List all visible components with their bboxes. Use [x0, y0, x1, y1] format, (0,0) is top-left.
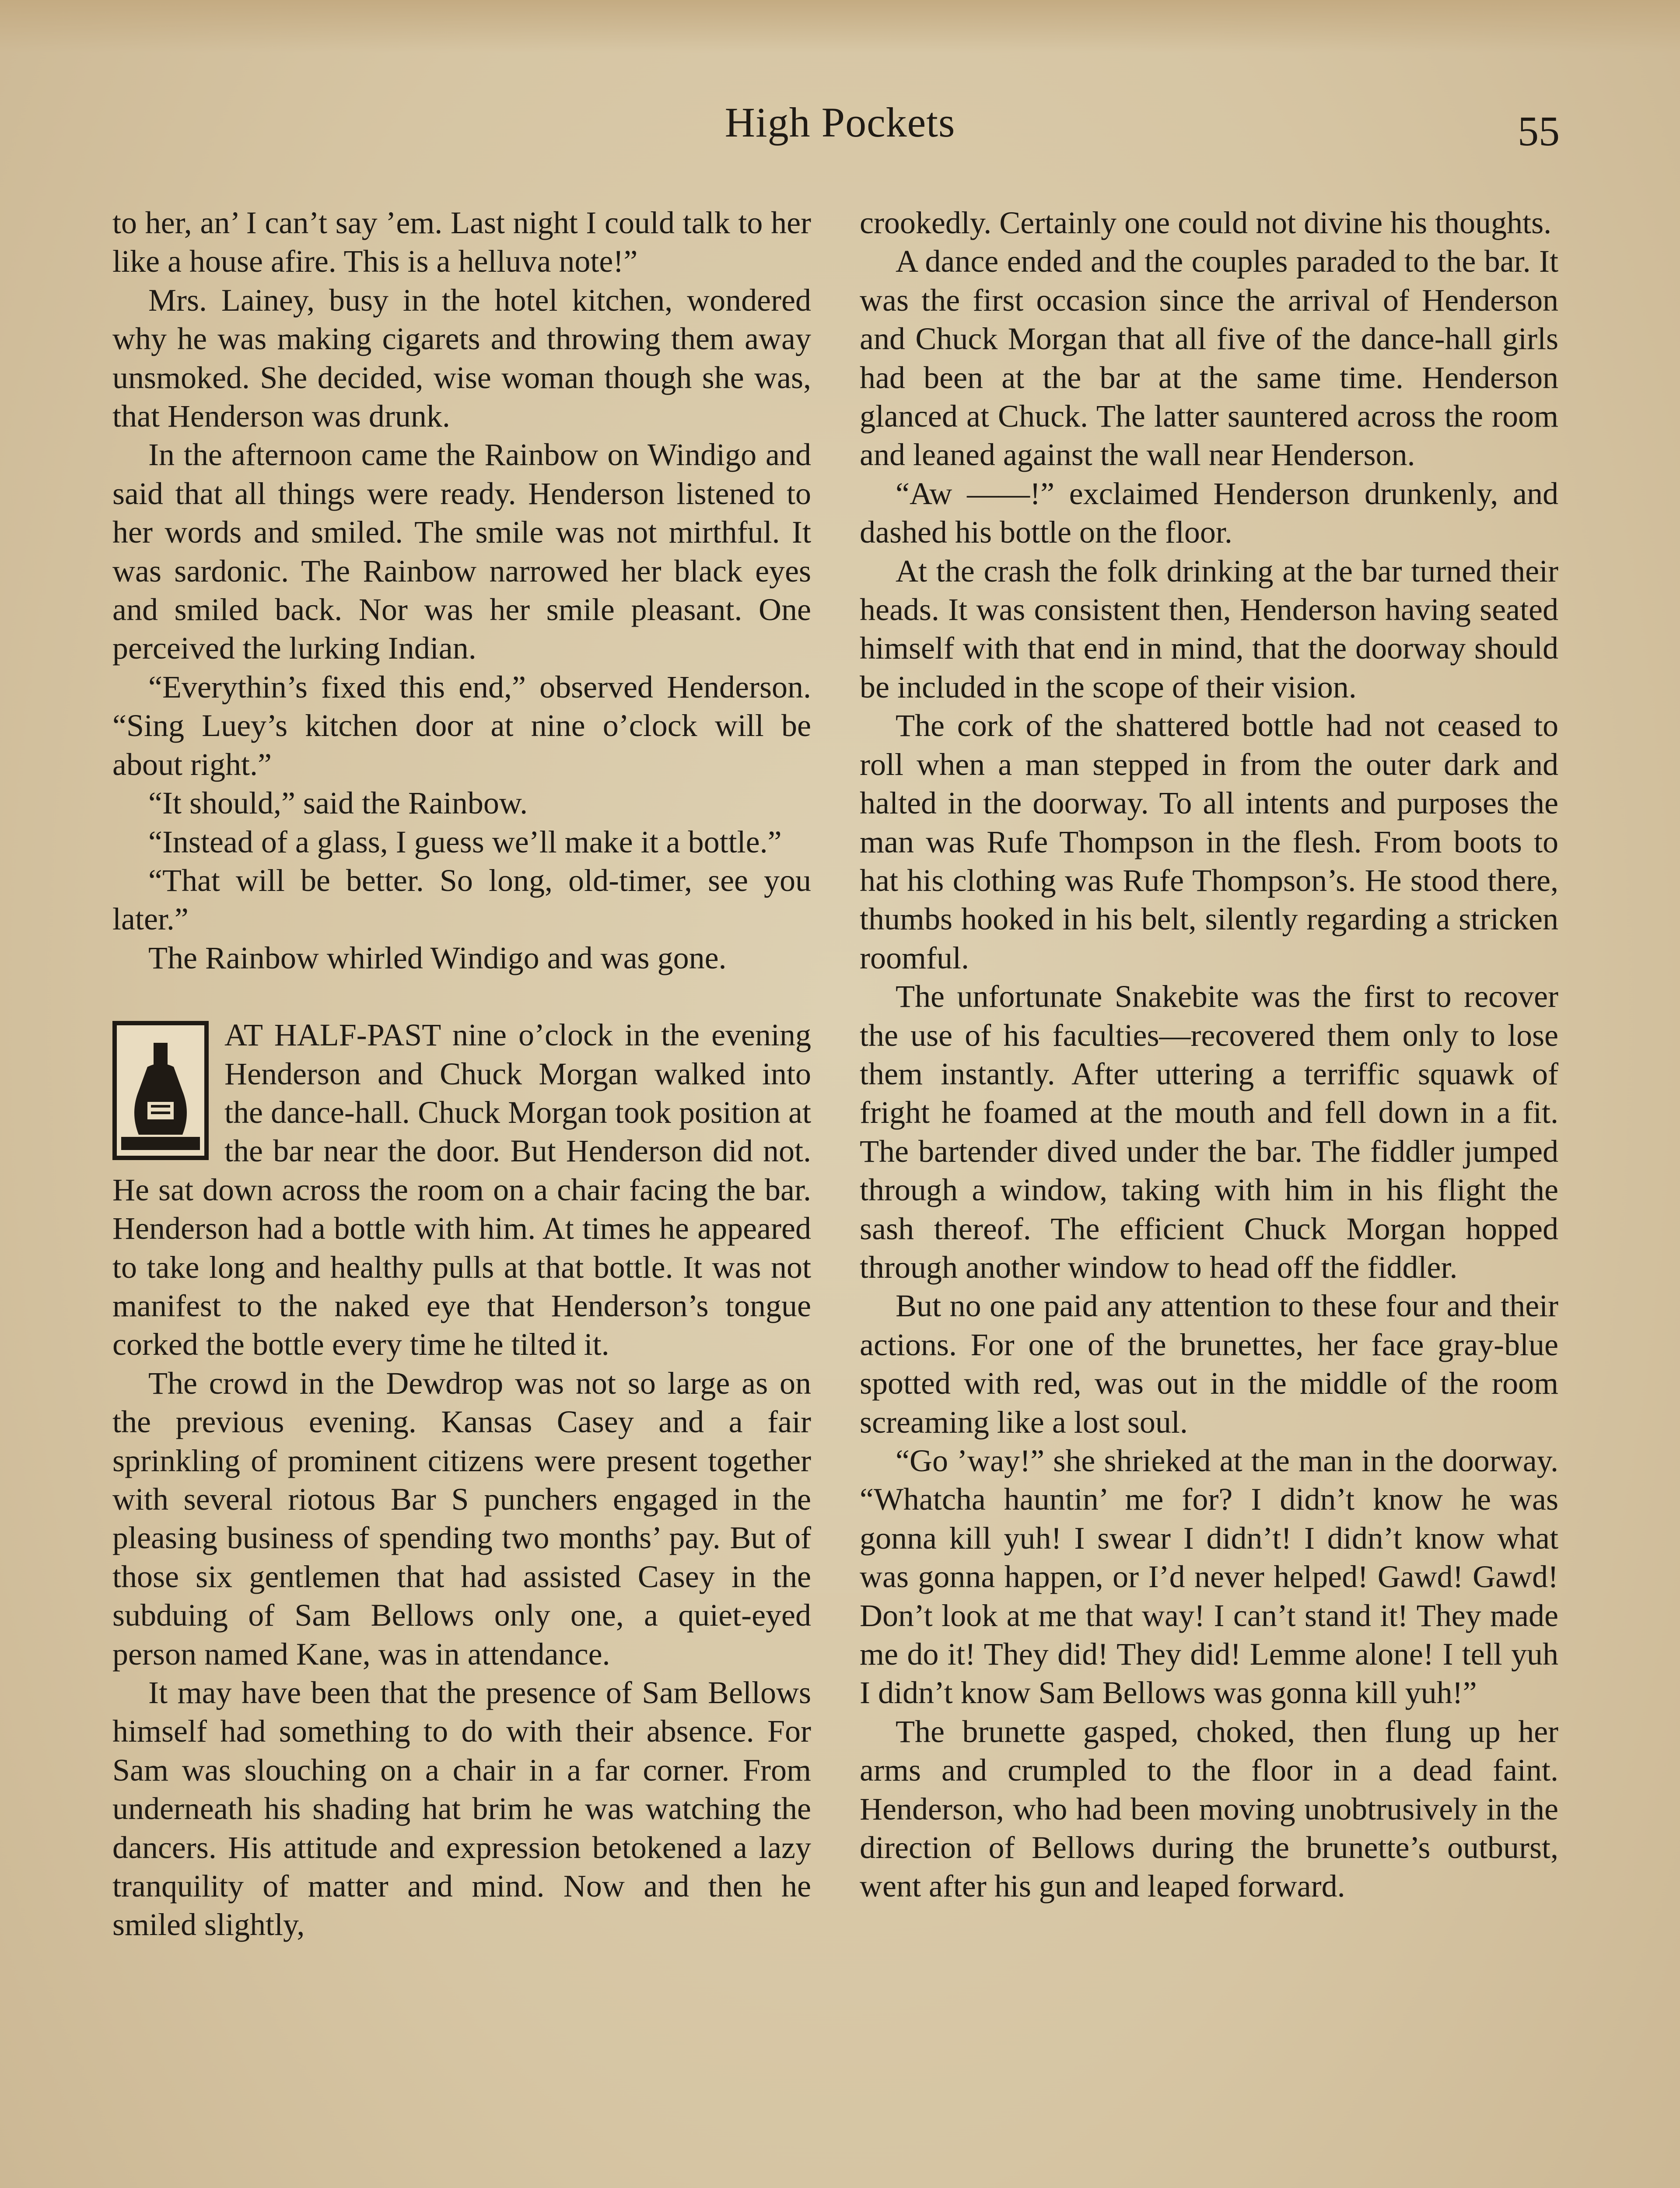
paragraph: “Go ’way!” she shrieked at the man in the doorway. “Whatcha hauntin’ me for? I didn’t know he was gonna kill yuh! I swear I didn’t! I didn’t know what was gonna happen, or I’d never helped! Gawd! Gawd! Don’t look at me that way! I can’t stand it! They made me do it! They did! They did! Lemme alone! I tell yuh I didn’t know Sam Bellows was gonna kill yuh!”: [860, 1443, 1558, 1711]
paragraph: “Aw ——!” exclaimed Henderson drunkenly, and dashed his bottle on the floor.: [860, 476, 1558, 550]
bottle-illustration: [117, 1025, 204, 1156]
paragraph: At the crash the folk drinking at the bar turned their heads. It was consistent then, Henderson having seated himself with that end in mind, that the doorway should be included in the scope of their vision.: [860, 553, 1558, 705]
paragraph: A dance ended and the couples paraded to the bar. It was the first occasion since the arrival of Henderson and Chuck Morgan that all five of the dance-hall girls had been at the bar at the same time. Henderson glanced at Chuck. The latter sauntered across the room and leaned against the wall near Henderson.: [860, 244, 1558, 473]
paragraph: In the afternoon came the Rainbow on Windigo and said that all things were ready. Henderson listened to her words and smiled. The smile was not mirthful. It was sardonic. The Rainbow narrowed her black eyes and smiled back. Nor was her smile pleasant. One perceived the lurking Indian.: [112, 437, 811, 666]
paragraph: “It should,” said the Rainbow.: [148, 785, 528, 821]
paragraph: The brunette gasped, choked, then flung up her arms and crumpled to the floor in a dead faint. Henderson, who had been moving unobtrusively in the direction of Bellows during the brunette’s outburst, went after his gun and leaped forward.: [860, 1714, 1558, 1904]
paragraph: The crowd in the Dewdrop was not so large as on the previous evening. Kansas Casey and a fair sprinkling of prominent citizens were present together with several riotous Bar S punchers engaged in the pleasing business of spending two months’ pay. But of those six gentlemen that had assisted Casey in the subduing of Sam Bellows only one, a quiet-eyed person named Kane, was in attendance.: [112, 1365, 811, 1672]
left-column: [112, 203, 811, 1944]
page-shadow: [0, 0, 1680, 53]
paragraph: But no one paid any attention to these four and their actions. For one of the brunettes, her face gray-blue spotted with red, was out in the middle of the room screaming like a lost soul.: [860, 1288, 1558, 1440]
paragraph: to her, an’ I can’t say ’em. Last night I could talk to her like a house afire. This is a helluva note!”: [112, 205, 811, 279]
bottle-vignette-icon: [112, 1021, 209, 1160]
running-title: High Pockets: [724, 99, 956, 146]
paragraph: “Instead of a glass, I guess we’ll make it a bottle.”: [148, 824, 782, 859]
paragraph: The cork of the shattered bottle had not ceased to roll when a man stepped in from the outer dark and halted in the doorway. To all intents and purposes the man was Rufe Thompson in the flesh. From boots to hat his clothing was Rufe Thompson’s. He stood there, thumbs hooked in his belt, silently regarding a stricken roomful.: [860, 708, 1558, 975]
paragraph: The unfortunate Snakebite was the first to recover the use of his faculties—recovered them only to lose them instantly. After uttering a terriffic squawk of fright he foamed at the mouth and fell down in a fit. The bartender dived under the bar. The fiddler jumped through a window, taking with him in his flight the sash thereof. The efficient Chuck Morgan hopped through another window to head off the fiddler.: [860, 979, 1558, 1285]
right-column: [860, 203, 1558, 1906]
paragraph: The Rainbow whirled Windigo and was gone.: [148, 940, 727, 975]
paragraph: Mrs. Lainey, busy in the hotel kitchen, wondered why he was making cigarets and throwing them away unsmoked. She decided, wise woman though she was, that Henderson was drunk.: [112, 282, 811, 434]
paragraph: “Everythin’s fixed this end,” observed Henderson. “Sing Luey’s kitchen door at nine o’clock will be about right.”: [112, 669, 811, 782]
paragraph: It may have been that the presence of Sam Bellows himself had something to do with their absence. For Sam was slouching on a chair in a far corner. From underneath his shading hat brim he was watching the dancers. His attitude and expression betokened a lazy tranquility of matter and mind. Now and then he smiled slightly,: [112, 1675, 811, 1943]
paragraph: AT HALF-PAST nine o’clock in the evening Henderson and Chuck Morgan walked into the dance-hall. Chuck Morgan took position at the bar near the door. But Henderson did not. He sat down across the room on a chair facing the bar. Henderson had a bottle with him. At times he appeared to take long and healthy pulls at that bottle. It was not manifest to the naked eye that Henderson’s tongue corked the bottle every time he tilted it.: [112, 1017, 811, 1362]
paragraph: “That will be better. So long, old-timer, see you later.”: [112, 863, 811, 937]
page-number: 55: [1518, 108, 1560, 154]
paragraph: crookedly. Certainly one could not divine his thoughts.: [860, 205, 1552, 240]
